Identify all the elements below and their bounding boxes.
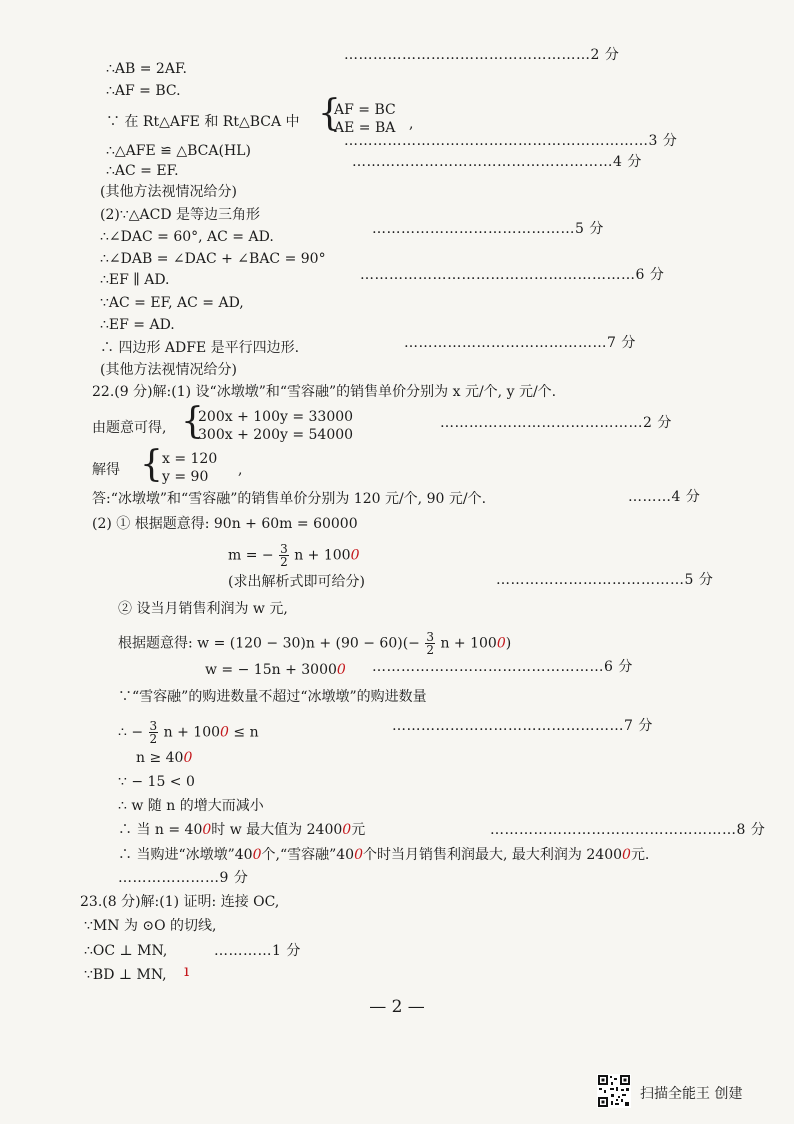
proof-line-equilateral: (2)∵△ACD 是等边三角形 [100,207,261,223]
q22-w-expression [205,661,346,679]
equation-row: 300x + 200y = 54000 [198,427,354,443]
proof-line-congruent: ∴△AFE ≌ △BCA(HL) [106,143,251,159]
handwritten-zero: 0 [354,847,364,863]
expr-part: 个,“雪容融”40 [261,847,355,863]
score-marker: ……………………………………………8 分 [490,822,766,838]
expr-part: w = − 15n + 3000 [205,662,337,678]
score-marker: ……………………………………5 分 [372,221,604,237]
score-marker: ……………………………………………2 分 [344,47,620,63]
comma: , [409,116,414,132]
handwritten-zero: 0 [252,847,262,863]
expr-part: ∴ − [118,724,144,741]
score-marker: ……………………………………2 分 [440,415,672,431]
proof-line-parallel: ∴EF ∥ AD. [100,272,170,288]
score-marker: …………………9 分 [118,870,249,886]
score-marker: …………………………………………………6 分 [360,267,665,283]
fraction [279,543,289,568]
score-marker: ………………………………………………………3 分 [344,133,678,149]
proof-line-dac: ∴∠DAC = 60°, AC = AD. [100,229,274,245]
q22-conclusion [118,846,649,864]
expr-part: ∴ 当购进“冰墩墩”40 [118,847,253,863]
system-brace: { [140,444,163,485]
expr-part: 根据题意得: w = (120 − 30)n + (90 − 60)(− [118,635,420,652]
fraction-numerator: 3 [426,630,434,644]
equation-row: y = 90 [162,469,209,485]
fraction-numerator: 3 [280,542,288,556]
q22-heading: 22.(9 分)解:(1) 设“冰墩墩”和“雪容融”的销售单价分别为 x 元/个, y 元/个. [92,384,557,400]
q22-monotone: ∴ w 随 n 的增大而减小 [118,798,264,814]
expr-part: ∴ 当 n = 40 [118,822,203,838]
fraction-denominator: 2 [149,732,158,746]
score-marker: …………………………………5 分 [496,572,714,588]
score-marker: …………………………………………7 分 [392,718,653,734]
expr-part: n ≥ 40 [136,750,184,766]
note-other-methods: (其他方法视情况给分) [100,362,237,378]
expr-part: 时 w 最大值为 2400 [211,822,343,838]
expr-part: ≤ n [233,724,259,741]
expr-part: m = − [228,547,274,564]
handwritten-zero: 0 [220,724,229,741]
score-marker: ………………………………………………4 分 [352,154,642,170]
q22-inequality [118,720,259,745]
q23-tangent: ∵MN 为 ⊙O 的切线, [84,918,217,934]
score-marker: ………4 分 [628,489,701,505]
proof-line-af: ∴AF = BC. [106,83,181,99]
equation-row: 200x + 100y = 33000 [198,409,354,425]
fraction-numerator: 3 [149,719,158,733]
q22-n-bound [136,749,192,767]
q23-perpendicular: ∴OC ⊥ MN, [84,943,168,959]
handwritten-mark: ı [184,961,190,980]
handwritten-zero: 0 [496,635,506,652]
proof-line-ef-ad: ∴EF = AD. [100,317,175,333]
note-other-methods: (其他方法视情况给分) [100,184,237,200]
expr-part: n + 100 [163,724,221,741]
equation-row: AF = BC [334,102,396,118]
fraction [149,720,159,745]
q22-setup: 由题意可得, [92,420,167,436]
q22-slope: ∵ − 15 < 0 [118,774,195,790]
q22-answer: 答:“冰墩墩”和“雪容融”的销售单价分别为 120 元/个, 90 元/个. [92,491,487,507]
q22-note: (求出解析式即可给分) [228,574,365,590]
q22-solve: 解得 [92,462,120,478]
q23-heading: 23.(8 分)解:(1) 证明: 连接 OC, [80,894,280,910]
fraction-denominator: 2 [280,555,288,569]
expr-part: 元 [351,822,366,838]
proof-line-dab: ∴∠DAB = ∠DAC + ∠BAC = 90° [100,251,326,267]
handwritten-zero: 0 [350,547,360,564]
expr-part: n + 100 [440,635,497,652]
q22-condition: ∵“雪容融”的购进数量不超过“冰墩墩”的购进数量 [118,689,427,705]
score-marker: …………………………………………6 分 [372,659,633,675]
fraction [425,631,435,656]
q22-m-expression [228,543,359,568]
proof-line-equalities: ∵AC = EF, AC = AD, [100,295,244,311]
system-brace: { [181,401,204,442]
handwritten-zero: 0 [202,822,212,838]
equation-row: x = 120 [162,451,218,467]
expr-part: n + 100 [294,547,351,564]
score-marker: …………1 分 [214,943,301,959]
equation-system [198,408,353,444]
q22-profit-setup: ② 设当月销售利润为 w 元, [118,601,288,617]
handwritten-zero: 0 [342,822,352,838]
proof-line-triangles: ∵ 在 Rt△AFE 和 Rt△BCA 中 [106,114,300,130]
proof-line-ac-ef: ∴AC = EF. [106,163,179,179]
q22-part2-equation: (2) ① 根据题意得: 90n + 60m = 60000 [92,516,358,532]
page-number: — 2 — [369,997,425,1017]
scanner-watermark: 扫描全能王 创建 [640,1086,743,1102]
solution-system [162,450,217,486]
expr-part: 元. [630,847,650,863]
score-marker: ……………………………………7 分 [404,335,636,351]
qr-code-icon [597,1074,631,1108]
q23-bd: ∵BD ⊥ MN, [84,967,167,983]
equation-row: AE = BA [334,120,396,136]
comma: , [238,462,243,478]
q22-profit-equation: 根据题意得: w = (120 − 30)n + (90 − 60)(− $\frac{3}{2}$ n + 1000) [118,630,512,657]
expr-part: 个时当月销售利润最大, 最大利润为 2400 [363,847,623,863]
system-brace: { [318,93,341,134]
fraction-denominator: 2 [426,643,434,657]
handwritten-zero: 0 [336,662,346,678]
proof-line-parallelogram: ∴ 四边形 ADFE 是平行四边形. [100,340,300,356]
proof-line-ab: ∴AB = 2AF. [106,61,187,77]
handwritten-zero: 0 [622,847,631,863]
handwritten-zero: 0 [183,750,193,766]
q22-max [118,821,365,839]
